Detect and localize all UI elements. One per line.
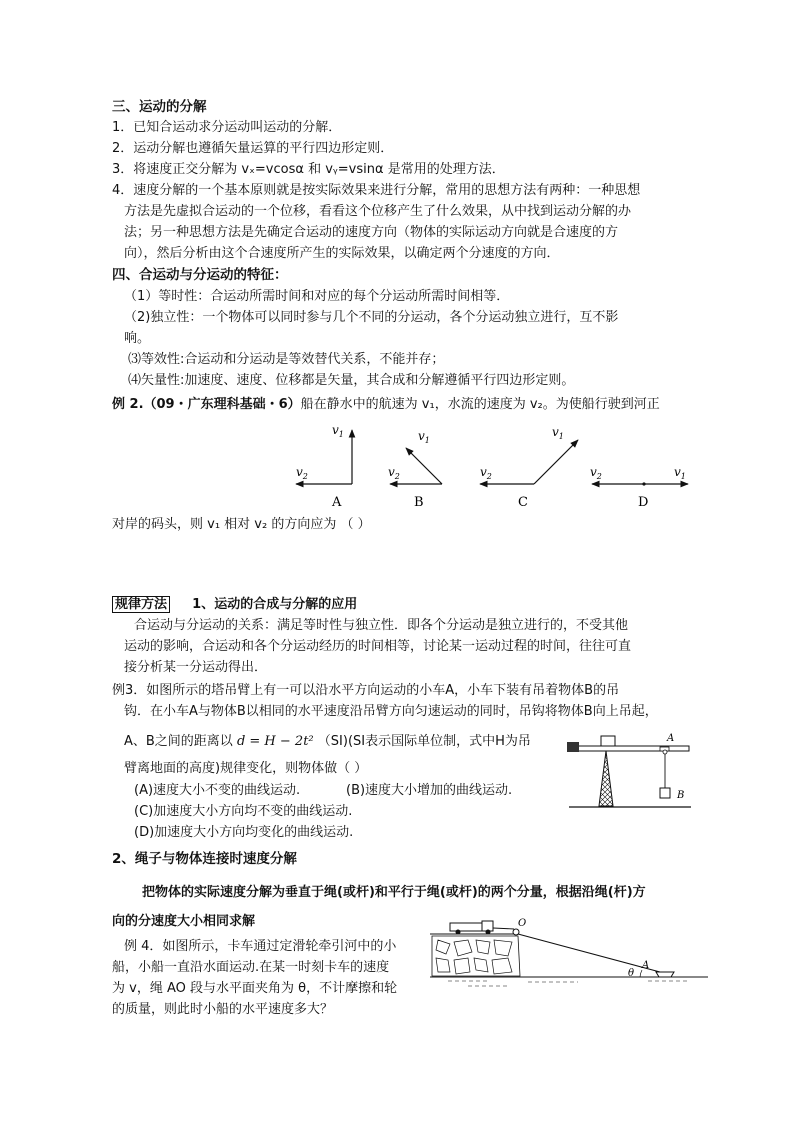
- method-line1: 合运动与分运动的关系：满足等时性与独立性．即各个分运动是独立进行的，不受其他: [134, 618, 629, 633]
- section3-item3-vx: vₓ=vcosα: [241, 162, 304, 177]
- section3-item3-b: 是常用的处理方法．: [387, 162, 505, 177]
- example2-option-d-diagram: [590, 465, 688, 510]
- example3-line4: 臂离地面的高度)规律变化，则物体做（ ）: [124, 761, 368, 776]
- example2-figure: [280, 420, 700, 514]
- example2-option-a-diagram: [296, 423, 352, 510]
- example2-option-c-diagram: [480, 425, 578, 510]
- section3-item4-line2: 方法是先虚拟合运动的一个位移，看看这个位移产生了什么效果，从中找到运动分解的办: [124, 204, 632, 219]
- method-heading: [112, 596, 357, 614]
- example2-b-v2: v: [388, 465, 395, 479]
- crane-label-a: A: [667, 733, 675, 744]
- example2-line2: 对岸的码头，则 v₁ 相对 v₂ 的方向应为 （ ）: [112, 517, 371, 532]
- section3-item4-line4: 向），然后分析由这个合速度所产生的实际效果，以确定两个分速度的方向．: [124, 246, 560, 261]
- svg-text:v2: $v_2$: [296, 465, 308, 481]
- section3-item3-a: 3．将速度正交分解为: [112, 162, 238, 177]
- section3-item4-line3: 法；另一种思想方法是先确定合运动的速度方向（物体的实际运动方向就是合速度的方: [124, 225, 619, 240]
- example3-option-d: (D)加速度大小方向均变化的曲线运动.: [134, 825, 354, 840]
- example2-label: 例 2.: [112, 397, 144, 412]
- method-tag: 规律方法: [112, 596, 170, 613]
- section3-item3: [112, 161, 505, 179]
- method-line3: 接分析某一分运动得出．: [124, 660, 268, 675]
- section3-title: 三、运动的分解: [112, 99, 207, 115]
- example2-label-c: C: [518, 495, 528, 510]
- example3-formula: d = H − 2t²: [236, 734, 314, 749]
- pulley-label-o: O: [518, 918, 527, 929]
- example2-line1: [112, 396, 660, 414]
- example2-b-v1: v: [418, 429, 425, 443]
- example3-line3: [124, 733, 531, 751]
- rope-section-title: 2、绳子与物体连接时速度分解: [112, 851, 297, 867]
- section3-item4-line1: 4．速度分解的一个基本原则就是按实际效果来进行分解，常用的思想方法有两种：一种思想: [112, 183, 641, 198]
- example3-option-c: (C)加速度大小方向均不变的曲线运动.: [134, 804, 353, 819]
- svg-text:v2: $v_2$: [388, 465, 400, 481]
- example2-c-v2: v: [480, 465, 487, 479]
- example2-label-a: A: [332, 495, 342, 510]
- example2-source: （09・广东理科基础・6）: [143, 397, 301, 412]
- example2-d-v1: v: [674, 465, 681, 479]
- section4-p4: ⑷矢量性:加速度、速度、位移都是矢量，其合成和分解遵循平行四边形定则。: [128, 373, 575, 388]
- example3-option-a: (A)速度大小不变的曲线运动.: [134, 783, 301, 798]
- truck-pulley-boat-figure: [428, 918, 710, 996]
- svg-text:v1: $v_1$: [332, 423, 344, 439]
- svg-text:v1: $v_1$: [552, 425, 564, 441]
- example2-d-v2: v: [590, 465, 597, 479]
- example3-option-b: (B)速度大小增加的曲线运动.: [346, 783, 513, 798]
- svg-text:v2: $v_2$: [590, 465, 602, 481]
- section4-p2-line2: 响。: [124, 331, 151, 346]
- section4-p1: （1）等时性：合运动所需时间和对应的每个分运动所需时间相等．: [124, 289, 510, 304]
- example4-line3: 为 v，绳 AO 段与水平面夹角为 θ，不计摩擦和轮: [112, 981, 398, 996]
- example4-line1: 例 4．如图所示，卡车通过定滑轮牵引河中的小: [124, 939, 397, 954]
- section3-item1: 1．已知合运动求分运动叫运动的分解．: [112, 120, 342, 135]
- example3-line3-b: （SI)(SI表示国际单位制，式中H为吊: [317, 734, 531, 749]
- example2-a-v1: v: [332, 423, 339, 437]
- example3-line2: 钩．在小车A与物体B以相同的水平速度沿吊臂方向匀速运动的同时，吊钩将物体B向上吊起，: [124, 704, 658, 719]
- crane-label-b: B: [677, 790, 685, 801]
- boat-label-a: A: [642, 960, 650, 971]
- section3-item3-and: 和: [308, 162, 322, 177]
- method-line2: 运动的影响，合运动和各个分运动经历的时间相等，讨论某一运动过程的时间，往往可直: [124, 639, 632, 654]
- angle-label-theta: θ: [628, 968, 635, 979]
- example2-label-b: B: [414, 495, 424, 510]
- section3-item2: 2．运动分解也遵循矢量运算的平行四边形定则．: [112, 141, 394, 156]
- example2-option-b-diagram: [388, 429, 442, 510]
- example4-line2: 船，小船一直沿水面运动.在某一时刻卡车的速度: [112, 960, 390, 975]
- section4-p3: ⑶等效性:合运动和分运动是等效替代关系，不能并存；: [128, 352, 445, 367]
- svg-text:v1: $v_1$: [418, 429, 430, 445]
- method-title: 1、运动的合成与分解的应用: [192, 597, 358, 612]
- section4-title: 四、合运动与分运动的特征：: [112, 267, 288, 283]
- section4-p2-line1: （2)独立性：一个物体可以同时参与几个不同的分运动，各个分运动独立进行，互不影: [124, 310, 619, 325]
- section3-item3-vy: vᵧ=vsinα: [325, 162, 384, 177]
- example2-label-d: D: [638, 495, 649, 510]
- example2-text: 船在静水中的航速为 v₁，水流的速度为 v₂。为使船行驶到河正: [300, 397, 660, 412]
- svg-text:v2: $v_2$: [480, 465, 492, 481]
- tower-crane-figure: [565, 722, 695, 812]
- example4-line4: 的质量，则此时小船的水平速度多大？: [112, 1002, 334, 1017]
- example2-c-v1: v: [552, 425, 559, 439]
- svg-text:v1: $v_1$: [674, 465, 686, 481]
- rope-principle-line1: 把物体的实际速度分解为垂直于绳(或杆)和平行于绳(或杆)的两个分量，根据沿绳(杆)方: [142, 885, 646, 900]
- example3-line1: 例3．如图所示的塔吊臂上有一可以沿水平方向运动的小车A，小车下装有吊着物体B的吊: [112, 683, 620, 698]
- example3-line3-a: A、B之间的距离以: [124, 734, 233, 749]
- rope-principle-line2: 向的分速度大小相同求解: [112, 914, 256, 929]
- example2-a-v2: v: [296, 465, 303, 479]
